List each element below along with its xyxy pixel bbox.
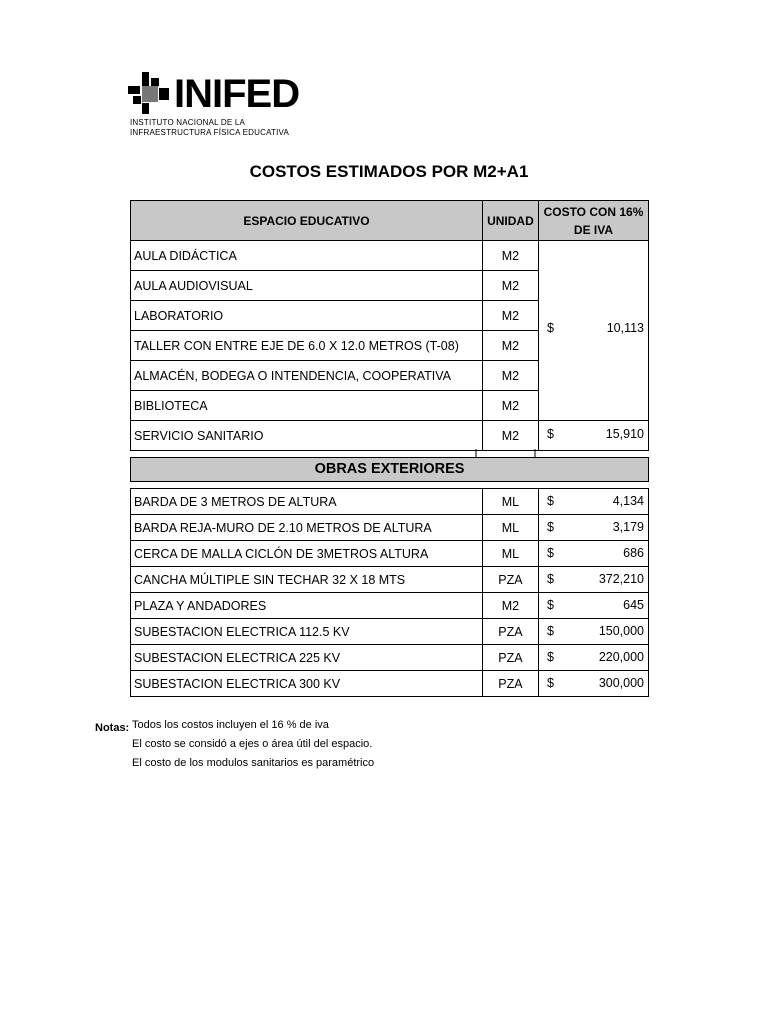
- notes-label: Notas:: [95, 722, 130, 734]
- row-unidad: M2: [482, 241, 538, 271]
- row-unidad: M2: [482, 271, 538, 301]
- group-cost-currency: $: [546, 321, 554, 335]
- inifed-logo: [128, 68, 308, 140]
- row-currency: $: [546, 520, 554, 534]
- header-espacio: ESPACIO EDUCATIVO: [131, 201, 483, 241]
- logo-wordmark: INIFED: [174, 72, 300, 116]
- row-cost: [538, 515, 648, 541]
- table-row: [131, 645, 649, 671]
- table-row: [131, 421, 649, 451]
- table-row: [131, 593, 649, 619]
- row-amount: 220,000: [598, 650, 644, 664]
- note-line: El costo se considó a ejes o área útil del espacio.: [132, 738, 373, 750]
- header-costo: COSTO CON 16% DE IVA: [538, 201, 648, 241]
- row-unidad: M2: [482, 301, 538, 331]
- row-espacio: CANCHA MÚLTIPLE SIN TECHAR 32 X 18 MTS: [131, 567, 483, 593]
- row-unidad: M2: [482, 361, 538, 391]
- row-cost: [538, 593, 648, 619]
- table-header-row: [131, 201, 649, 241]
- row-espacio: SUBESTACION ELECTRICA 300 KV: [131, 671, 483, 697]
- row-amount: 686: [623, 546, 644, 560]
- row-unidad: PZA: [482, 619, 538, 645]
- row-espacio: PLAZA Y ANDADORES: [131, 593, 483, 619]
- table-connector-lines: [130, 449, 649, 457]
- table-row: [131, 619, 649, 645]
- row-espacio: BIBLIOTECA: [131, 391, 483, 421]
- row-unidad: ML: [482, 515, 538, 541]
- table-row: [131, 241, 649, 271]
- row-amount: 645: [623, 598, 644, 612]
- row-amount: 150,000: [598, 624, 644, 638]
- note-line: El costo de los modulos sanitarios es paramétrico: [132, 757, 375, 769]
- row-unidad: ML: [482, 541, 538, 567]
- table-row: [131, 567, 649, 593]
- group-cost-amount: 10,113: [606, 321, 644, 335]
- table-row: [131, 489, 649, 515]
- table-row: [131, 515, 649, 541]
- row-amount: 15,910: [605, 427, 644, 441]
- row-currency: $: [546, 494, 554, 508]
- table-row: [131, 671, 649, 697]
- group-cost-cell: [538, 241, 648, 421]
- row-espacio: SUBESTACION ELECTRICA 112.5 KV: [131, 619, 483, 645]
- row-cost: [538, 541, 648, 567]
- row-currency: $: [546, 598, 554, 612]
- table-row: [131, 541, 649, 567]
- row-unidad: PZA: [482, 645, 538, 671]
- row-unidad: M2: [482, 421, 538, 451]
- row-amount: 372,210: [598, 572, 644, 586]
- row-amount: 300,000: [598, 676, 644, 690]
- row-amount: 3,179: [612, 520, 644, 534]
- note-line: Todos los costos incluyen el 16 % de iva: [132, 719, 329, 731]
- row-cost: [538, 421, 648, 451]
- row-unidad: M2: [482, 593, 538, 619]
- row-espacio: BARDA DE 3 METROS DE ALTURA: [131, 489, 483, 515]
- exteriores-table: [130, 488, 649, 697]
- row-currency: $: [546, 650, 554, 664]
- row-unidad: PZA: [482, 671, 538, 697]
- row-espacio: CERCA DE MALLA CICLÓN DE 3METROS ALTURA: [131, 541, 483, 567]
- row-currency: $: [546, 624, 554, 638]
- row-espacio: BARDA REJA-MURO DE 2.10 METROS DE ALTURA: [131, 515, 483, 541]
- row-unidad: ML: [482, 489, 538, 515]
- row-espacio: SUBESTACION ELECTRICA 225 KV: [131, 645, 483, 671]
- row-espacio: TALLER CON ENTRE EJE DE 6.0 X 12.0 METROS (T-08): [131, 331, 483, 361]
- row-amount: 4,134: [612, 494, 644, 508]
- page-title: COSTOS ESTIMADOS POR M2+A1: [249, 162, 529, 181]
- row-currency: $: [546, 427, 554, 441]
- row-currency: $: [546, 676, 554, 690]
- row-cost: [538, 645, 648, 671]
- row-espacio: LABORATORIO: [131, 301, 483, 331]
- row-espacio: AULA DIDÁCTICA: [131, 241, 483, 271]
- row-currency: $: [546, 572, 554, 586]
- row-unidad: PZA: [482, 567, 538, 593]
- costs-table: [130, 200, 649, 451]
- row-espacio: AULA AUDIOVISUAL: [131, 271, 483, 301]
- row-currency: $: [546, 546, 554, 560]
- row-unidad: M2: [482, 391, 538, 421]
- obras-exteriores-heading: OBRAS EXTERIORES: [130, 457, 649, 482]
- notes-lines: [132, 716, 374, 773]
- row-cost: [538, 567, 648, 593]
- row-espacio: ALMACÉN, BODEGA O INTENDENCIA, COOPERATIVA: [131, 361, 483, 391]
- logo-subtitle: INSTITUTO NACIONAL DE LA INFRAESTRUCTURA FÍSICA EDUCATIVA: [130, 118, 290, 137]
- row-espacio: SERVICIO SANITARIO: [131, 421, 483, 451]
- row-cost: [538, 671, 648, 697]
- inifed-logo-mark-icon: [128, 72, 170, 114]
- row-cost: [538, 489, 648, 515]
- row-cost: [538, 619, 648, 645]
- row-unidad: M2: [482, 331, 538, 361]
- header-unidad: UNIDAD: [482, 201, 538, 241]
